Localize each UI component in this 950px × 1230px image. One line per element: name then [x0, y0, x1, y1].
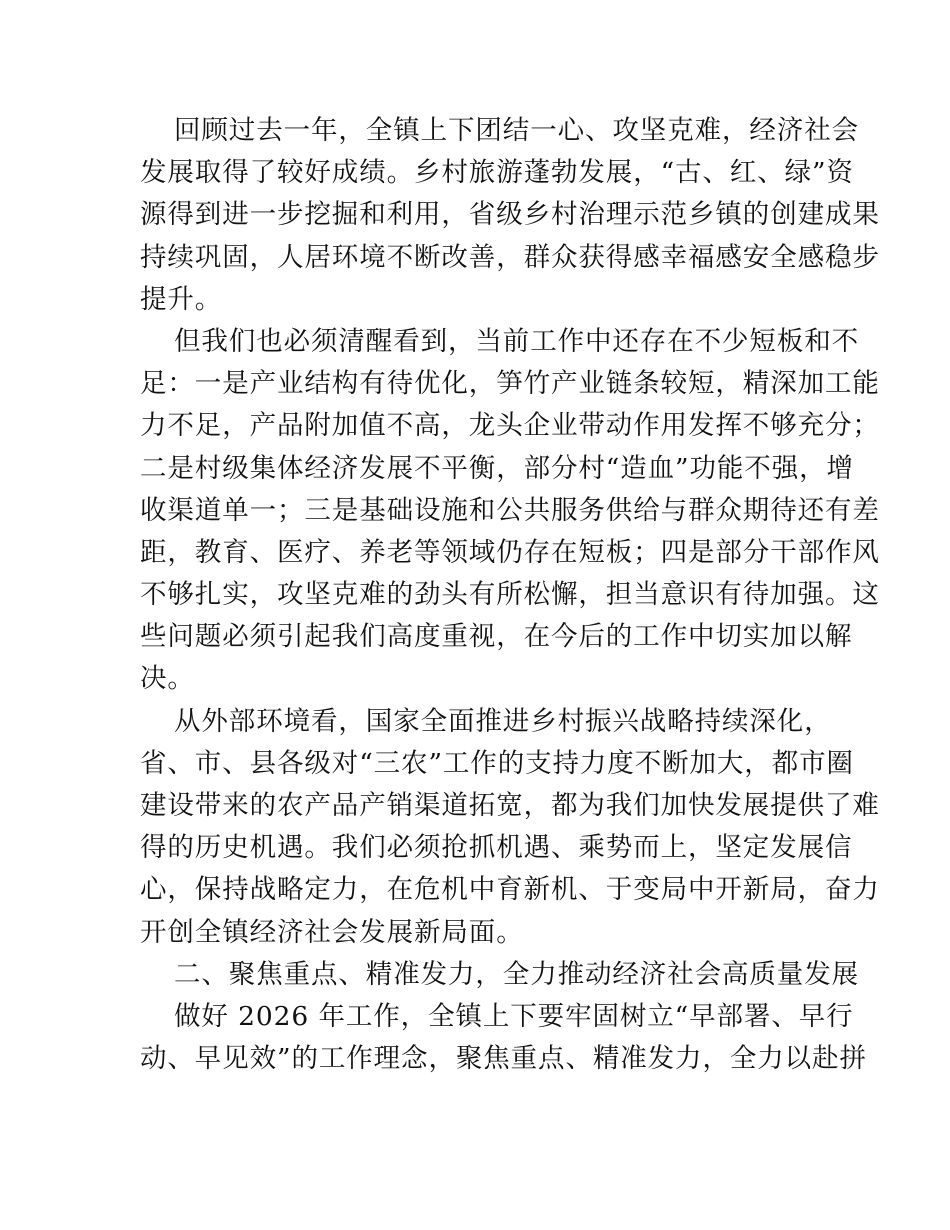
- text-line: 做好 2026 年工作，全镇上下要牢固树立“早部署、早行: [174, 1000, 854, 1032]
- paragraph-review: [140, 110, 880, 321]
- text-line: 动、早见效”的工作理念，聚焦重点、精准发力，全力以赴拼: [140, 1043, 867, 1075]
- paragraph-environment: [140, 701, 880, 954]
- paragraph-work-2026: [140, 996, 867, 1080]
- text-line: 提升。: [140, 283, 223, 315]
- text-line: 得的历史机遇。我们必须抢抓机遇、乘势而上，坚定发展信: [140, 832, 853, 864]
- text-line: 建设带来的农产品产销渠道拓宽，都为我们加快发展提供了难: [140, 790, 880, 821]
- section-heading: [140, 954, 859, 996]
- heading-text: 二、聚焦重点、精准发力，全力推动经济社会高质量发展: [174, 958, 859, 990]
- text-line: 持续巩固，人居环境不断改善，群众获得感幸福感安全感稳步: [140, 241, 880, 273]
- text-line: 心，保持战略定力，在危机中育新机、于变局中开新局，奋力: [140, 874, 880, 906]
- text-line: 回顾过去一年，全镇上下团结一心、攻坚克难，经济社会: [174, 115, 859, 146]
- document-page: [140, 110, 880, 1080]
- text-line: 开创全镇经济社会发展新局面。: [140, 916, 524, 948]
- text-line: 足：一是产业结构有待优化，笋竹产业链条较短，精深加工能: [140, 368, 880, 400]
- text-line: 从外部环境看，国家全面推进乡村振兴战略持续深化，: [174, 705, 832, 737]
- text-line: 不够扎实，攻坚克难的劲头有所松懈，担当意识有待加强。这: [140, 579, 880, 611]
- text-line: 距，教育、医疗、养老等领域仍存在短板；四是部分干部作风: [140, 536, 880, 568]
- text-line: 决。: [140, 663, 195, 695]
- text-line: 但我们也必须清醒看到，当前工作中还存在不少短板和不: [174, 325, 859, 357]
- text-line: 二是村级集体经济发展不平衡，部分村“造血”功能不强，增: [140, 452, 854, 484]
- paragraph-shortcomings: [140, 321, 880, 701]
- text-line: 源得到进一步挖掘和利用，省级乡村治理示范乡镇的创建成果: [140, 199, 880, 231]
- text-line: 发展取得了较好成绩。乡村旅游蓬勃发展，“古、红、绿”资: [140, 157, 854, 189]
- text-line: 省、市、县各级对“三农”工作的支持力度不断加大，都市圈: [140, 747, 854, 779]
- text-line: 力不足，产品附加值不高，龙头企业带动作用发挥不够充分；: [140, 410, 880, 442]
- text-line: 些问题必须引起我们高度重视，在今后的工作中切实加以解: [140, 621, 853, 653]
- text-line: 收渠道单一；三是基础设施和公共服务供给与群众期待还有差: [140, 494, 880, 526]
